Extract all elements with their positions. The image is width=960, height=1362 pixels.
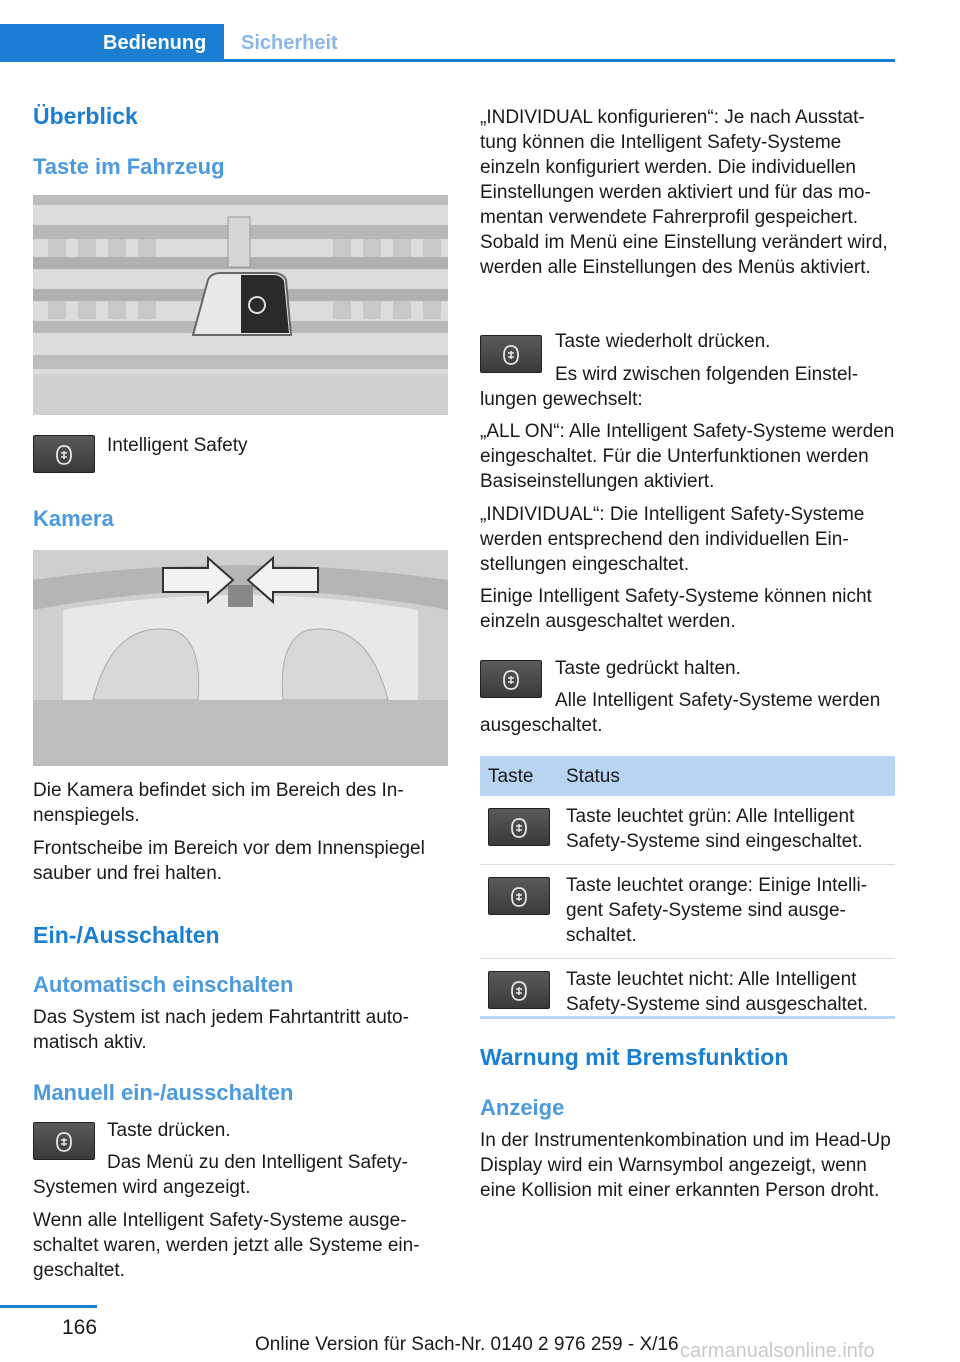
repeat-step-2: Es wird zwischen folgenden Einstellungen gewechselt: [480,364,859,410]
intelligent-safety-button-icon [33,435,95,473]
tab-bedienung[interactable]: Bedienung [0,24,224,62]
photo-camera-interior [33,550,448,766]
heading-anzeige: Anzeige [480,1095,565,1120]
status-off: Taste leuchtet nicht: Alle Intelligent Safety-Systeme sind ausgeschaltet. [566,969,869,1015]
tab-sicherheit[interactable]: Sicherheit [224,24,895,62]
heading-kamera: Kamera [33,506,114,531]
some-systems-paragraph: Einige Intelligent Safety-Systeme können nicht einzeln ausgeschaltet werden. [480,586,872,632]
col-status: Status [558,756,895,796]
manuell-step-2: Das Menü zu den Intelligent Safety-Systemen wird angezeigt. [33,1152,409,1198]
table-row [480,796,895,865]
status-table [480,756,895,1027]
anzeige-paragraph: In der Instrumentenkombination und im Head-Up Display wird ein Warnsymbol angezeigt, wenn eine Kollision mit einer erkannten Person droht. [480,1130,891,1201]
manuell-paragraph: Wenn alle Intelligent Safety-Systeme ausgeschaltet waren, werden jetzt alle Systeme eingeschaltet. [33,1210,420,1281]
tab-rule [224,59,895,62]
hold-step-1: Taste gedrückt halten. [555,658,741,679]
hold-step-2: Alle Intelligent Safety-Systeme werden ausgeschaltet. [480,690,881,736]
col-taste: Taste [480,756,558,796]
heading-warnung: Warnung mit Bremsfunktion [480,1044,789,1070]
individual-paragraph: „INDIVIDUAL“: Die Intelligent Safety-Systeme werden entsprechend den individuellen Einstellungen eingeschaltet. [480,504,865,575]
heading-taste-im-fahrzeug: Taste im Fahrzeug [33,154,225,179]
kamera-paragraph-2: Frontscheibe im Bereich vor dem Innenspiegel sauber und frei halten. [33,838,425,884]
auto-paragraph: Das System ist nach jedem Fahrtantritt automatisch aktiv. [33,1007,409,1053]
all-on-paragraph: „ALL ON“: Alle Intelligent Safety-Systeme werden eingeschaltet. Für die Unterfunktionen werden Basiseinstellungen aktiviert. [480,421,895,492]
individual-config-paragraph: „INDIVIDUAL konfigurieren“: Je nach Ausstattung können die Intelligent Safety-Systeme einzeln konfiguriert werden. Die individuellen Einstellungen werden aktiviert und für das momentan verwendete Fahrerprofil gespeichert. Sobald im Menü eine Einstellung verändert wird, werden alle Einstellungen des Menüs aktiviert. [480,107,888,278]
heading-automatisch-einschalten: Automatisch einschalten [33,972,294,997]
manuell-step-1: Taste drücken. [107,1120,231,1141]
caption-intelligent-safety: Intelligent Safety [107,435,248,456]
kamera-paragraph-1: Die Kamera befindet sich im Bereich des Innenspiegels. [33,780,404,826]
watermark: carmanualsonline.info [680,1340,875,1362]
table-bottom-rule [480,1016,895,1019]
status-orange: Taste leuchtet orange: Einige Intelligent Safety-Systeme sind ausgeschaltet. [558,865,895,959]
table-row [480,865,895,959]
grille-illustration [33,195,448,415]
repeat-step-1: Taste wiederholt drücken. [555,331,771,352]
heading-ein-ausschalten: Ein-/Ausschalten [33,922,220,948]
intelligent-safety-button-icon [488,971,550,1009]
intelligent-safety-button-icon [488,877,550,915]
intelligent-safety-button-icon [488,808,550,846]
photo-button-in-vehicle [33,195,448,415]
page-number: 166 [62,1316,98,1339]
status-table-header [480,756,895,796]
heading-overview: Überblick [33,103,138,129]
status-green: Taste leuchtet grün: Alle Intelligent Safety-Systeme sind eingeschaltet. [558,796,895,865]
header-tabs [0,0,895,62]
footer-rule [0,1305,97,1308]
online-version-note: Online Version für Sach-Nr. 0140 2 976 259 - X/16 [255,1334,679,1355]
interior-illustration [33,550,448,766]
heading-manuell: Manuell ein-/ausschalten [33,1080,294,1105]
